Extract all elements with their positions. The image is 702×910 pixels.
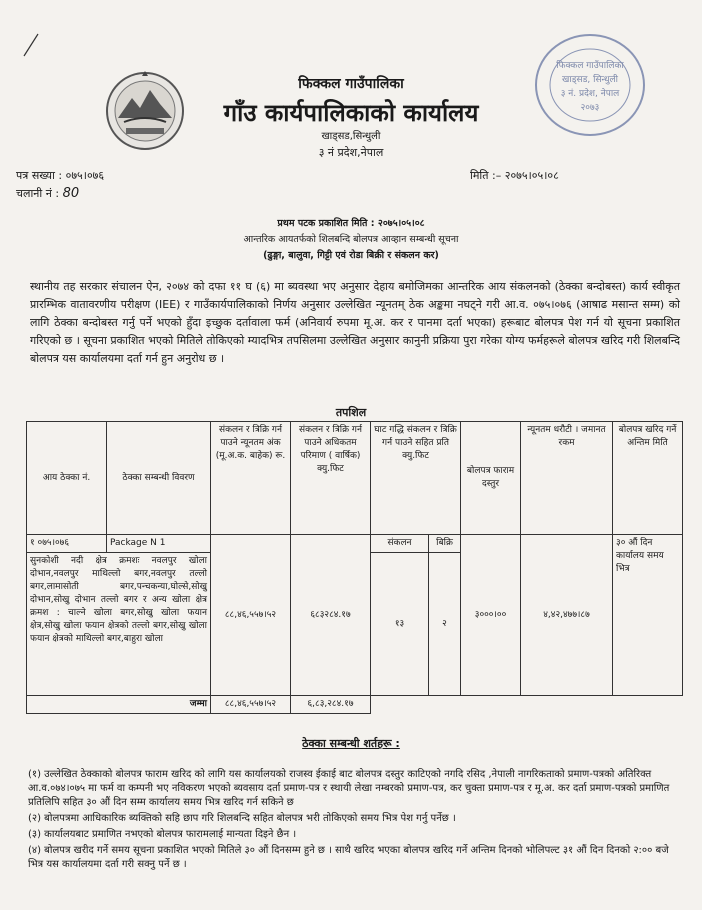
terms-list <box>28 768 684 874</box>
dispatch-label: चलानी नं : <box>16 187 60 200</box>
letter-number: पत्र सख्या : ०७५।०७६ <box>16 169 105 182</box>
office-title: गाँउ कार्यपालिकाको कार्यालय <box>223 99 479 127</box>
total-quantity: ६,८३,२८४.१७ <box>291 696 371 714</box>
tender-table <box>26 421 683 714</box>
stamp-line-2: खाड्सड, सिन्धुली <box>561 75 619 85</box>
office-location: खाड्सड,सिन्धुली <box>321 131 381 142</box>
row-sale: २ <box>429 553 461 696</box>
table-row <box>27 535 683 553</box>
row-deadline: ३० औं दिन कार्यालय समय भित्र <box>613 535 683 696</box>
col-header-description: ठेक्का सम्बन्धी विवरण <box>107 422 211 535</box>
office-province: ३ नं प्रदेश,नेपाल <box>318 146 384 159</box>
col-header-deadline: बोलपत्र खरिद गर्ने अन्तिम मिति <box>613 422 683 535</box>
row-collection: १३ <box>371 553 429 696</box>
sub-header-collection: संकलन <box>371 535 429 553</box>
total-label: जम्मा <box>27 696 211 714</box>
col-header-form-fee: बोलपत्र फाराम दस्तुर <box>461 422 521 535</box>
notice-items: (ढुङ्गा, बालुवा, गिट्टी एवं रोडा बिक्री र संकलन कर) <box>263 250 439 261</box>
col-header-max-quantity: संकलन र त्रिक्रि गर्न पाउने अधिकतम परिमाण ( वार्षिक) क्यु.फिट <box>291 422 371 535</box>
notice-subject: आन्तरिक आयतर्फको शिलबन्दि बोलपत्र आव्हान सम्बन्धी सूचना <box>243 234 459 245</box>
row-description: सुनकोशी नदी क्षेत्र क्रमशः नवलपुर खोला दोभान,नवलपुर माथिल्लो बगर,नवलपुर तल्लो बगर,लामासोती बगर,पन्चकन्या,घोल्से,सोखु दोभान,सोखु दोभान तल्लो बगर र अन्य खोला क्षेत्र क्रमश : चाल्ने खोला बगर,सोखु खोला फयान क्षेत्र,सोखु खोला फयान क्षेत्रको तल्लो बगर,सोखु खोला फयान क्षेत्रको माथिल्लो बगर,बाहुरा खोला <box>27 553 211 696</box>
notice-body: स्थानीय तह सरकार संचालन ऐन, २०७४ को दफा ११ घ (६) मा ब्यवस्था भए अनुसार देहाय बमोजिमका आन्तरिक आय संकलनको (ठेक्का बन्दोबस्त) कार्य स्वीकृत प्रारम्भिक वातावरणीय परीक्षण (IEE) र गाउँकार्यपालिकाको निर्णय अनुसार उल्लेखित न्यूनतम् ठेक अङ्कमा नघट्ने गरी आ.व. ०७५।०७६ (आषाढ मसान्त सम्म) को लागि ठेक्का बन्दोबस्त गर्नु पर्ने भएकाे हुँदा इच्छुक दर्तावाला फर्म (अनिवार्य रुपमा मू.अ. कर र पानमा दर्ता भएका) हरूबाट बोलपत्र पेश गर्न यो सूचना प्रकाशित गरिएको छ । सूचना प्रकाशित भएको मितिले तोकिएको म्यादभित्र तपसिलमा उल्लेखित अनुसार कानुनी प्रक्रिया पुरा गरेका योग्य फर्महरूले बोलपत्र खरिद गरी शिलबन्दि बोलपत्र यस कार्यालयमा दर्ता गर्न हुन अनुरोध छ । <box>30 280 680 365</box>
dispatch-value: 80 <box>62 186 80 201</box>
letter-date: मिति :– २०७५।०५।०८ <box>470 169 559 182</box>
stamp-line-1: फिक्कल गाउँपालिका <box>556 61 624 71</box>
term-item: (२) बोलपत्रमा आधिकारिक ब्यक्तिको सहि छाप गरि शिलबन्दि सहित बोलपत्र भरी तोकिएको समय भित्र पेश गर्नु पर्नेछ । <box>28 813 456 824</box>
col-header-rate: घाट गद्धि संकलन र त्रिक्रि गर्न पाउने सहित प्रति क्यु.फिट <box>371 422 461 535</box>
row-max-quantity: ६८३२८४.१७ <box>291 535 371 696</box>
table-total-row <box>27 696 683 714</box>
row-form-fee: ३०००।०० <box>461 535 521 696</box>
table-header-row <box>27 422 683 535</box>
dispatch-number <box>16 186 79 201</box>
col-header-deposit: न्यूनतम धरौटी । जमानत रकम <box>521 422 613 535</box>
publish-date: प्रथम पटक प्रकाशित मिति : २०७५।०५।०८ <box>277 218 425 229</box>
col-header-min-amount: संकलन र त्रिक्रि गर्न पाउने न्यूनतम अंक (मू.अ.क. बाहेक) रू. <box>211 422 291 535</box>
term-item: (३) कार्यालयबाट प्रमाणित नभएको बोलपत्र फारामलाई मान्यता दिइने छैन । <box>28 829 297 840</box>
row-min-amount: ८८,४६,५५७।५२ <box>211 535 291 696</box>
row-deposit: ४,४२,४७७।८७ <box>521 535 613 696</box>
terms-heading: ठेक्का सम्बन्धी शर्तहरू : <box>302 737 400 750</box>
row-id: १ ०७५।०७६ <box>27 535 107 553</box>
table-title: तपशिल <box>335 406 367 419</box>
total-amount: ८८,४६,५५७।५२ <box>211 696 291 714</box>
col-header-id: आय ठेक्का नं. <box>27 422 107 535</box>
stamp-line-4: २०७३ <box>580 103 600 113</box>
row-package: Package N 1 <box>107 535 211 553</box>
term-item: (४) बोलपत्र खरीद गर्ने समय सूचना प्रकाशित भएको मितिले ३० औं दिनसम्म हुने छ । साथै खरिद भएका बोलपत्र खरिद गर्ने अन्तिम दिनको भोलिपल्ट ३१ औं दिन दिनको २:०० बजे भित्र यस कार्यालयमा दर्ता गरी सक्नु पर्ने छ । <box>28 845 669 870</box>
stamp-line-3: ३ नं. प्रदेश, नेपाल <box>560 89 620 99</box>
term-item: (१) उल्लेखित ठेक्काको बोलपत्र फाराम खरिद को लागि यस कार्यालयको राजस्व ईकाई बाट बोलपत्र दस्तुर काटिएको नगदि रसिद ,नेपाली नागरिकताको प्रमाण-पत्रको अतिरिक्त आ.व.०७४।०७५ मा फर्म वा कम्पनी भए नविकरण भएको ब्यवसाय दर्ता प्रमाण-पत्र र स्थायी लेखा नम्बरको प्रमाण-पत्र, कर चुक्ता प्रमाण-पत्र र मू.अ. कर दर्ता प्रमाण-पत्रको प्रमाणित प्रतिलिपि सहित ३० औं दिन सम्म कार्यालय समय भित्र खरिद गर्न सकिने छ <box>28 769 670 808</box>
pen-mark <box>22 32 42 58</box>
municipality-name: फिक्कल गाउँपालिका <box>298 76 404 92</box>
sub-header-sale: बिक्रि <box>429 535 461 553</box>
